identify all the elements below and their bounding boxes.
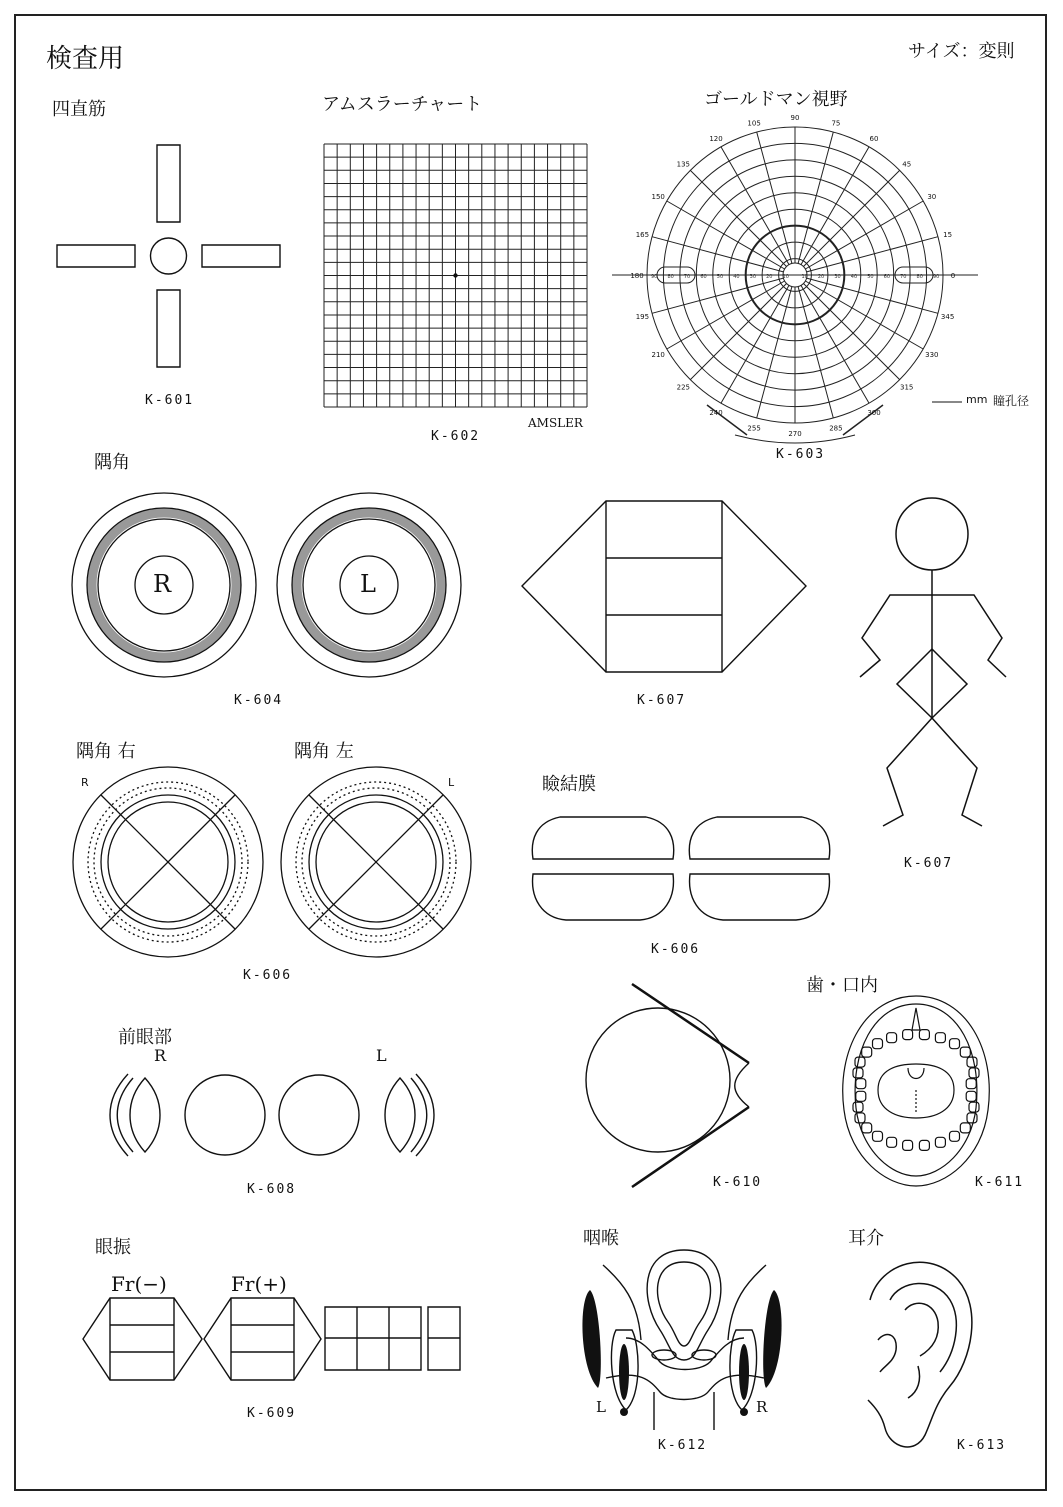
amsler-brand: AMSLER bbox=[528, 416, 583, 430]
goldmann-angle-label: 255 bbox=[747, 424, 761, 433]
goldmann-angle-label: 300 bbox=[867, 408, 881, 417]
goldmann-angle-label: 0 bbox=[950, 272, 956, 280]
goldmann-radial-label: 70 bbox=[900, 274, 907, 280]
code-k612: K-612 bbox=[658, 1438, 708, 1453]
goldmann-angle-label: 210 bbox=[651, 351, 665, 359]
title-k612: 咽喉 bbox=[583, 1228, 619, 1249]
code-k603: K-603 bbox=[776, 447, 826, 462]
goldmann-radial-label: 90 bbox=[933, 274, 940, 280]
goldmann-angle-label: 120 bbox=[709, 135, 723, 144]
goldmann-angle-label: 315 bbox=[900, 383, 914, 392]
code-k601: K-601 bbox=[145, 393, 195, 408]
goldmann-angle-label: 180 bbox=[630, 272, 644, 280]
goldmann-radial-label: 90 bbox=[651, 274, 658, 280]
goldmann-angle-label: 270 bbox=[788, 430, 802, 438]
gonio-r-mark: R bbox=[81, 776, 89, 789]
goldmann-radial-label: 10 bbox=[801, 274, 808, 280]
goldmann-radial-label: 80 bbox=[916, 274, 923, 280]
goldmann-radial-label: 40 bbox=[733, 274, 740, 280]
code-k611: K-611 bbox=[975, 1175, 1025, 1190]
code-k608: K-608 bbox=[247, 1182, 297, 1197]
goldmann-radial-label: 40 bbox=[850, 274, 858, 280]
title-k604: 隅角 bbox=[94, 452, 130, 473]
k612-r-label: R bbox=[756, 1398, 768, 1416]
title-k601: 四直筋 bbox=[52, 99, 106, 120]
code-k602: K-602 bbox=[431, 429, 481, 444]
goldmann-angle-label: 45 bbox=[902, 160, 912, 169]
goldmann-radial-label: 70 bbox=[683, 274, 691, 280]
k612-l-label: L bbox=[596, 1398, 606, 1416]
page-title: 検査用 bbox=[46, 44, 125, 74]
size-label: サイズ：変則 bbox=[908, 41, 1015, 62]
code-k613: K-613 bbox=[957, 1438, 1007, 1453]
title-k608: 前眼部 bbox=[118, 1027, 172, 1048]
code-k607-hexagon: K-607 bbox=[637, 693, 687, 708]
fr-plus-label: Fr(+) bbox=[231, 1272, 287, 1296]
goldmann-angle-label: 60 bbox=[869, 135, 879, 144]
code-k604: K-604 bbox=[234, 693, 284, 708]
goldmann-radial-label: 20 bbox=[766, 274, 773, 280]
title-k603: ゴールドマン視野 bbox=[704, 89, 848, 110]
code-k606-gonio: K-606 bbox=[243, 968, 293, 983]
title-gonio-left: 隅角 左 bbox=[294, 741, 354, 762]
gonio-right-label: R bbox=[153, 570, 172, 598]
title-k609: 眼振 bbox=[95, 1237, 131, 1258]
fr-minus-label: Fr(−) bbox=[111, 1272, 167, 1296]
goldmann-angle-label: 285 bbox=[829, 424, 843, 433]
goldmann-radial-label: 50 bbox=[867, 274, 874, 280]
goldmann-angle-label: 150 bbox=[651, 193, 665, 201]
goldmann-angle-label: 15 bbox=[943, 231, 953, 240]
title-k606-lid: 瞼結膜 bbox=[542, 774, 596, 795]
gonio-left-label: L bbox=[360, 570, 376, 598]
goldmann-angle-label: 240 bbox=[709, 408, 723, 417]
title-k613: 耳介 bbox=[848, 1228, 884, 1249]
k608-r-label: R bbox=[154, 1046, 167, 1065]
goldmann-radial-label: 50 bbox=[716, 274, 724, 280]
goldmann-angle-label: 195 bbox=[635, 312, 650, 321]
code-k607-figure: K-607 bbox=[904, 856, 954, 871]
goldmann-angle-label: 345 bbox=[940, 312, 955, 321]
title-gonio-right: 隅角 右 bbox=[76, 741, 136, 762]
title-k611: 歯・口内 bbox=[806, 975, 878, 996]
goldmann-angle-label: 105 bbox=[747, 119, 761, 128]
goldmann-radial-label: 60 bbox=[700, 274, 707, 280]
goldmann-radial-label: 10 bbox=[782, 274, 789, 280]
code-k606-lid: K-606 bbox=[651, 942, 701, 957]
code-k609: K-609 bbox=[247, 1406, 297, 1421]
goldmann-angle-label: 225 bbox=[676, 383, 690, 392]
goldmann-angle-label: 75 bbox=[831, 119, 841, 128]
goldmann-radial-label: 30 bbox=[834, 274, 841, 280]
pupil-unit: mm bbox=[966, 393, 988, 406]
code-k610: K-610 bbox=[713, 1175, 763, 1190]
goldmann-radial-label: 80 bbox=[667, 274, 674, 280]
goldmann-radial-label: 20 bbox=[817, 274, 825, 280]
k608-l-label: L bbox=[376, 1046, 387, 1065]
goldmann-radial-label: 30 bbox=[749, 274, 757, 280]
goldmann-angle-label: 90 bbox=[790, 114, 800, 122]
goldmann-angle-label: 135 bbox=[676, 160, 690, 169]
gonio-l-mark: L bbox=[448, 776, 455, 789]
goldmann-radial-label: 60 bbox=[883, 274, 891, 280]
goldmann-angle-label: 165 bbox=[635, 231, 650, 240]
goldmann-angle-label: 330 bbox=[925, 351, 939, 359]
goldmann-angle-label: 30 bbox=[927, 193, 937, 201]
pupil-label: 瞳孔径 bbox=[993, 394, 1030, 408]
title-k602: アムスラーチャート bbox=[322, 94, 483, 115]
